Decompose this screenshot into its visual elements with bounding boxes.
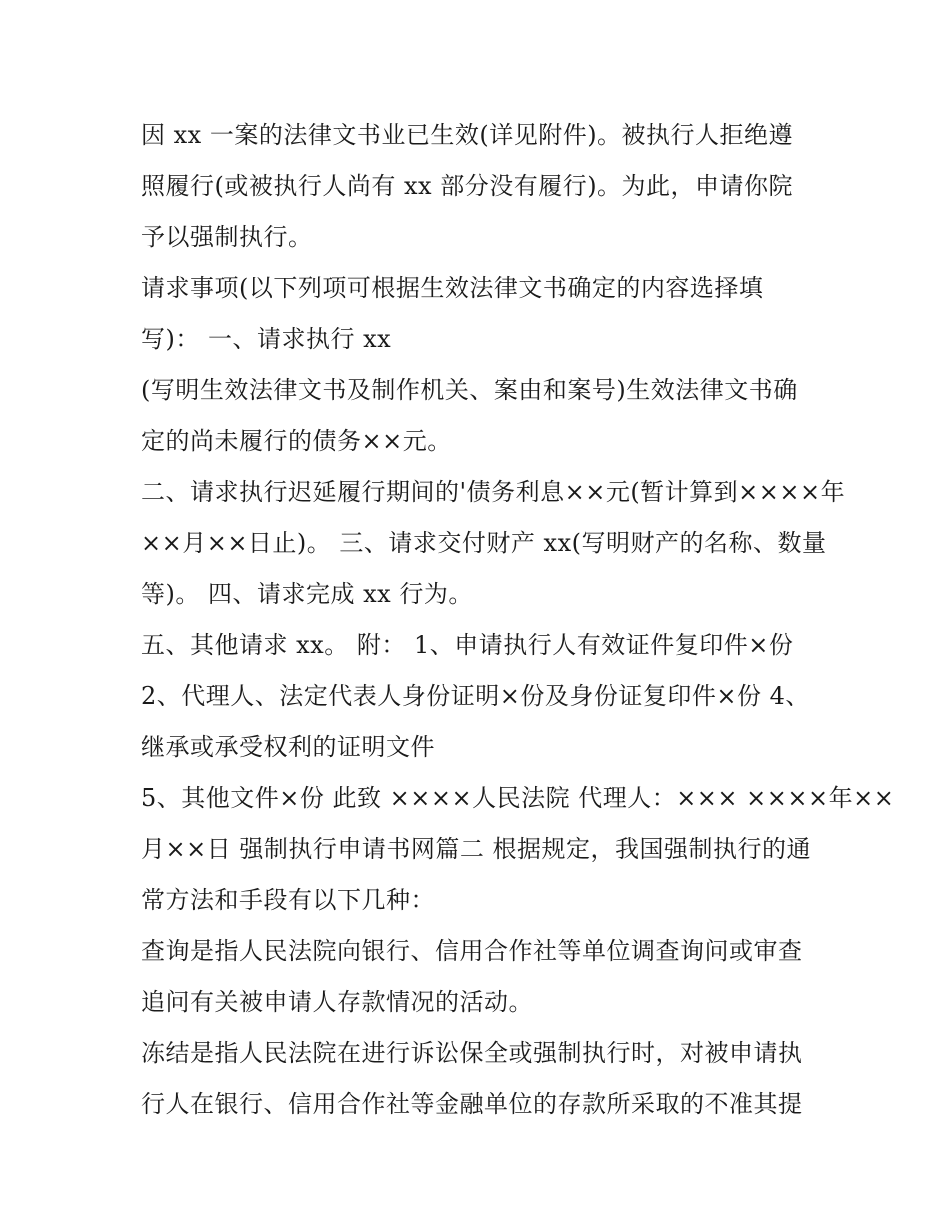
text-line: 定的尚未履行的债务××元。 — [141, 427, 452, 455]
text-line: (写明生效法律文书及制作机关、案由和案号)生效法律文书确 — [141, 376, 798, 404]
text-line: 追问有关被申请人存款情况的活动。 — [141, 988, 533, 1016]
text-line: 五、其他请求 xx。 附： 1、申请执行人有效证件复印件×份 — [141, 631, 794, 659]
text-line: 予以强制执行。 — [141, 223, 313, 251]
body-text — [141, 110, 895, 1130]
text-line: 二、请求执行迟延履行期间的'债务利息××元(暂计算到××××年 — [141, 478, 846, 506]
text-line: 冻结是指人民法院在进行诉讼保全或强制执行时，对被申请执 — [141, 1039, 803, 1067]
text-line: 常方法和手段有以下几种： — [141, 886, 435, 914]
text-line: 因 xx 一案的法律文书业已生效(详见附件)。被执行人拒绝遵 — [141, 121, 794, 149]
text-line: 等)。 四、请求完成 xx 行为。 — [141, 580, 473, 608]
text-line: 2、代理人、法定代表人身份证明×份及身份证复印件×份 4、 — [141, 682, 810, 710]
text-line: 继承或承受权利的证明文件 — [141, 733, 435, 761]
text-line: 查询是指人民法院向银行、信用合作社等单位调查询问或审查 — [141, 937, 803, 965]
text-line: 月××日 强制执行申请书网篇二 根据规定，我国强制执行的通 — [141, 835, 811, 863]
text-line: 请求事项(以下列项可根据生效法律文书确定的内容选择填 — [141, 274, 764, 302]
text-line: ××月××日止)。 三、请求交付财产 xx(写明财产的名称、数量 — [141, 529, 827, 557]
text-line: 照履行(或被执行人尚有 xx 部分没有履行)。为此，申请你院 — [141, 172, 794, 200]
text-line: 5、其他文件×份 此致 ××××人民法院 代理人：××× ××××年×× — [141, 784, 895, 812]
text-line: 写)： 一、请求执行 xx — [141, 325, 392, 353]
text-line: 行人在银行、信用合作社等金融单位的存款所采取的不准其提 — [141, 1090, 803, 1118]
